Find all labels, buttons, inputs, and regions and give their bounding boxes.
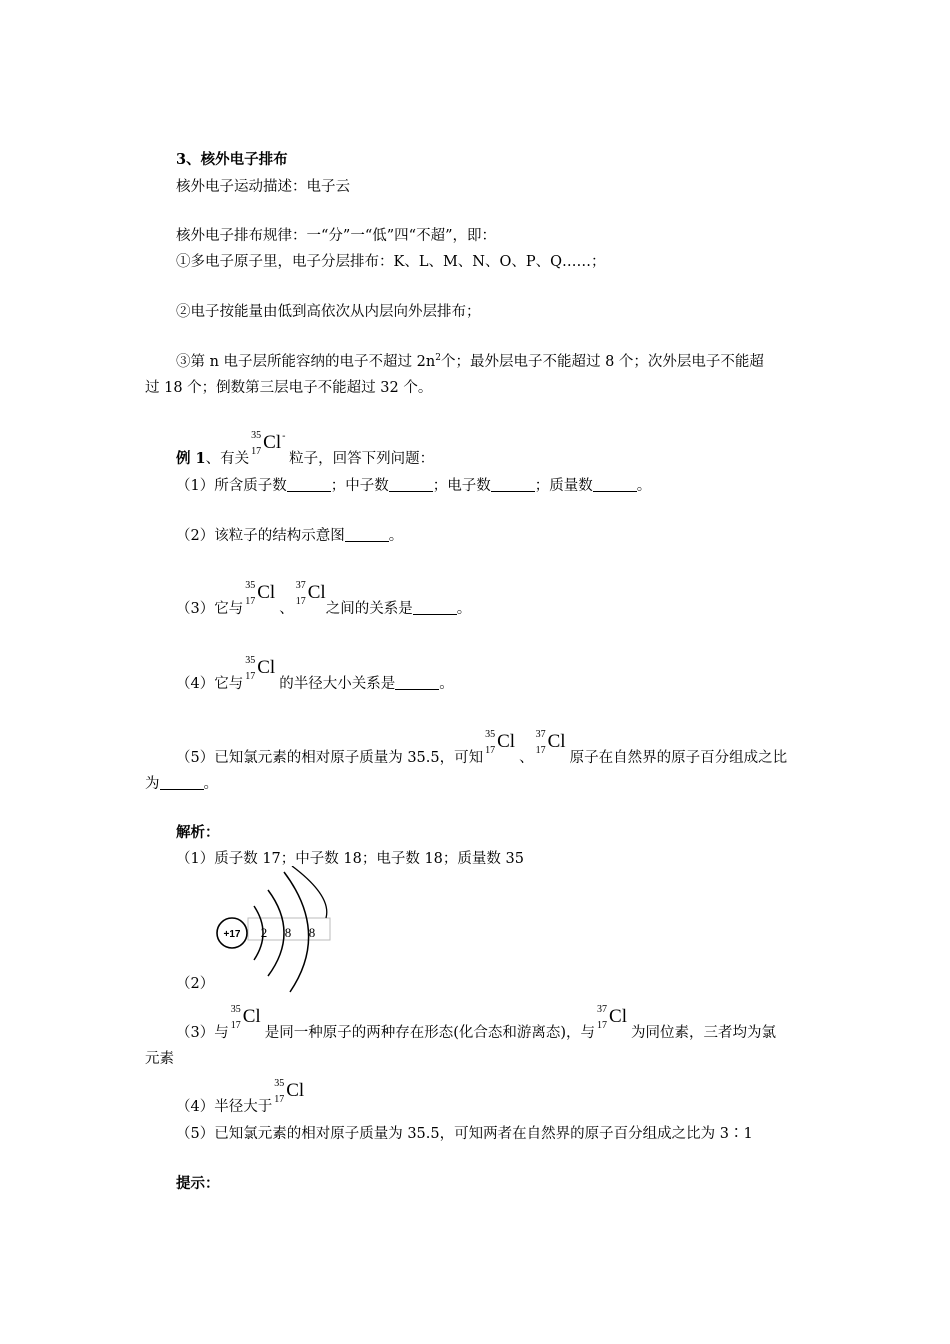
shell-electron-count: 2 bbox=[260, 925, 268, 940]
isotope-cl37: 37 17 Cl bbox=[535, 729, 566, 756]
rule-3-line-2: 过 18 个；倒数第三层电子不能超过 32 个。 bbox=[145, 380, 433, 396]
isotope-cl35: 35 17 Cl bbox=[245, 655, 276, 682]
isotope-cl35: 35 17 Cl bbox=[230, 1004, 261, 1031]
answer-blank[interactable] bbox=[491, 477, 535, 492]
answer-blank[interactable] bbox=[389, 477, 433, 492]
nucleus-charge: +17 bbox=[223, 929, 241, 940]
example-label: 例 1 bbox=[176, 450, 206, 467]
answer-blank[interactable] bbox=[413, 600, 457, 615]
answer-blank[interactable] bbox=[593, 477, 637, 492]
answer-2-label: （2） bbox=[176, 976, 215, 992]
example-1-intro: 例 1、有关 35 17 Cl - 粒子，回答下列问题： bbox=[176, 430, 435, 467]
rules-title: 核外电子排布规律：一“分”一“低”四“不超”，即： bbox=[176, 228, 496, 244]
question-5-line-2: 为 。 bbox=[145, 776, 218, 792]
isotope-cl35-ion: 35 17 Cl - bbox=[251, 430, 286, 457]
shell-electron-count: 8 bbox=[284, 925, 292, 940]
hint-title: 提示： bbox=[176, 1175, 220, 1192]
isotope-cl35: 35 17 Cl bbox=[485, 729, 516, 756]
isotope-cl35: 35 17 Cl bbox=[274, 1078, 305, 1105]
section-title: 3、核外电子排布 bbox=[176, 151, 288, 168]
atomic-structure-diagram bbox=[208, 866, 338, 996]
answer-5: （5）已知氯元素的相对原子质量为 35.5，可知两者在自然界的原子百分组成之比为 3∶1 bbox=[176, 1126, 753, 1142]
question-1: （1）所含质子数 ；中子数 ；电子数 ；质量数 。 bbox=[176, 478, 652, 494]
motion-description: 核外电子运动描述：电子云 bbox=[176, 179, 350, 195]
shell-electron-count: 8 bbox=[308, 925, 316, 940]
answer-title: 解析： bbox=[176, 824, 220, 841]
question-2: （2）该粒子的结构示意图 。 bbox=[176, 528, 404, 544]
isotope-cl37: 37 17 Cl bbox=[597, 1004, 627, 1031]
answer-4: （4）半径大于 35 17 Cl bbox=[176, 1085, 308, 1117]
question-5-line-1: （5）已知氯元素的相对原子质量为 35.5，可知 35 17 Cl 、 37 17 Cl 原子在自然界的原子百分组成之比 bbox=[176, 729, 788, 766]
answer-1: （1）质子数 17；中子数 18；电子数 18；质量数 35 bbox=[176, 851, 524, 867]
answer-blank[interactable] bbox=[287, 477, 331, 492]
rule-3-line-1: ③第 n 电子层所能容纳的电子不超过 $2n^2$个；最外层电子不能超过 8 个；次外层电子不能超 bbox=[176, 353, 764, 370]
isotope-cl35: 35 17 Cl bbox=[245, 580, 276, 607]
answer-blank[interactable] bbox=[395, 675, 439, 690]
rule-2: ②电子按能量由低到高依次从内层向外层排布； bbox=[176, 304, 481, 320]
answer-blank[interactable] bbox=[345, 527, 389, 542]
exponent: 2 bbox=[435, 353, 441, 363]
answer-3-line-2: 元素 bbox=[145, 1051, 174, 1067]
rule-1: ①多电子原子里，电子分层排布：K、L、M、N、O、P、Q……； bbox=[176, 254, 606, 270]
question-3: （3）它与 35 17 Cl 、 37 17 Cl 之间的关系是 。 bbox=[176, 580, 472, 617]
answer-blank[interactable] bbox=[160, 775, 204, 790]
answer-3-line-1: （3）与 35 17 Cl 是同一种原子的两种存在形态(化合态和游离态)，与 37 17 Cl 为同位素，三者均为氯 bbox=[176, 1004, 777, 1041]
electron-shell-arc bbox=[268, 890, 284, 976]
question-4: （4）它与 35 17 Cl 的半径大小关系是 。 bbox=[176, 655, 454, 692]
isotope-cl37: 37 17 Cl bbox=[295, 580, 326, 607]
